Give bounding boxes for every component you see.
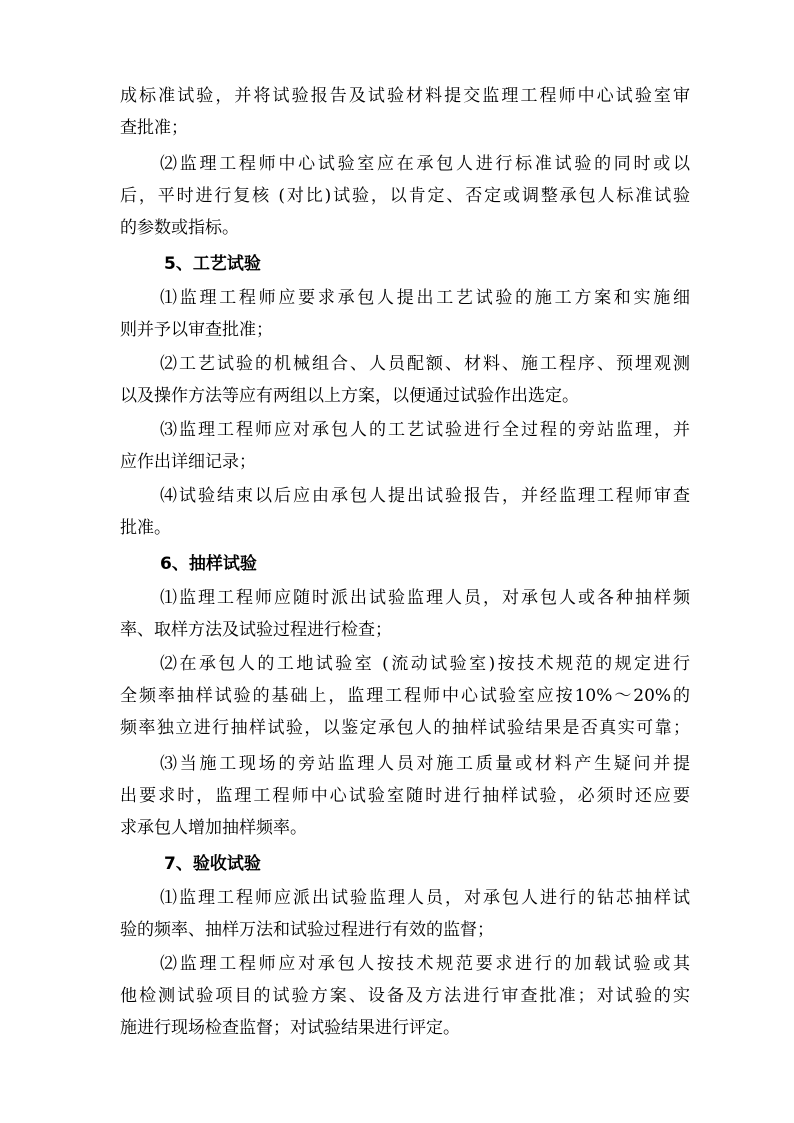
paragraph-line: 施进行现场检查监督；对试验结果进行评定。 [120, 1018, 460, 1038]
paragraph-line: ⑶当施工现场的旁站监理人员对施工质量或材料产生疑问并提 [160, 754, 690, 774]
paragraph-line: 验的频率、抽样万法和试验过程进行有效的监督； [120, 920, 494, 940]
paragraph-line: 后，平时进行复核 (对比)试验，以肯定、否定或调整承包人标准试验 [120, 186, 690, 206]
paragraph-line: ⑵工艺试验的机械组合、人员配额、材料、施工程序、预埋观测 [160, 354, 690, 374]
paragraph-line: 应作出详细记录； [120, 452, 256, 472]
paragraph-line: ⑵监理工程师应对承包人按技术规范要求进行的加载试验或其 [160, 954, 690, 974]
paragraph-line: 频率独立进行抽样试验，以鉴定承包人的抽样试验结果是否真实可靠； [120, 718, 690, 738]
paragraph-line: 率、取样方法及试验过程进行检查； [120, 620, 392, 640]
paragraph-line: ⑴监理工程师应随时派出试验监理人员，对承包人或各种抽样频 [160, 588, 690, 608]
paragraph-line: 出要求时，监理工程师中心试验室随时进行抽样试验，必须时还应要 [120, 786, 690, 806]
paragraph-line: 查批准； [120, 118, 188, 138]
paragraph-line: ⑵在承包人的工地试验室 (流动试验室)按技术规范的规定进行 [160, 654, 690, 674]
paragraph-line: 批准。 [120, 518, 171, 538]
section-heading: 7、验收试验 [164, 854, 261, 874]
paragraph-line: 则并予以审查批准； [120, 320, 273, 340]
paragraph-line: 成标准试验，并将试验报告及试验材料提交监理工程师中心试验室审 [120, 86, 690, 106]
section-heading: 5、工艺试验 [164, 254, 261, 274]
paragraph-line: 求承包人增加抽样频率。 [120, 818, 307, 838]
paragraph-line: ⑴监理工程师应要求承包人提出工艺试验的施工方案和实施细 [160, 288, 690, 308]
paragraph-line: 以及操作方法等应有两组以上方案，以便通过试验作出选定。 [120, 386, 579, 406]
paragraph-line: ⑶监理工程师应对承包人的工艺试验进行全过程的旁站监理，并 [160, 420, 690, 440]
paragraph-line: 他检测试验项目的试验方案、设备及方法进行审查批准；对试验的实 [120, 986, 690, 1006]
paragraph-line: ⑷试验结束以后应由承包人提出试验报告，并经监理工程师审查 [160, 486, 690, 506]
paragraph-line: ⑴监理工程师应派出试验监理人员，对承包人进行的钻芯抽样试 [160, 888, 690, 908]
paragraph-line: ⑵监理工程师中心试验室应在承包人进行标准试验的同时或以 [160, 154, 690, 174]
section-heading: 6、抽样试验 [160, 554, 257, 574]
paragraph-line: 全频率抽样试验的基础上，监理工程师中心试验室应按10%～20%的 [120, 686, 690, 706]
paragraph-line: 的参数或指标。 [120, 218, 239, 238]
